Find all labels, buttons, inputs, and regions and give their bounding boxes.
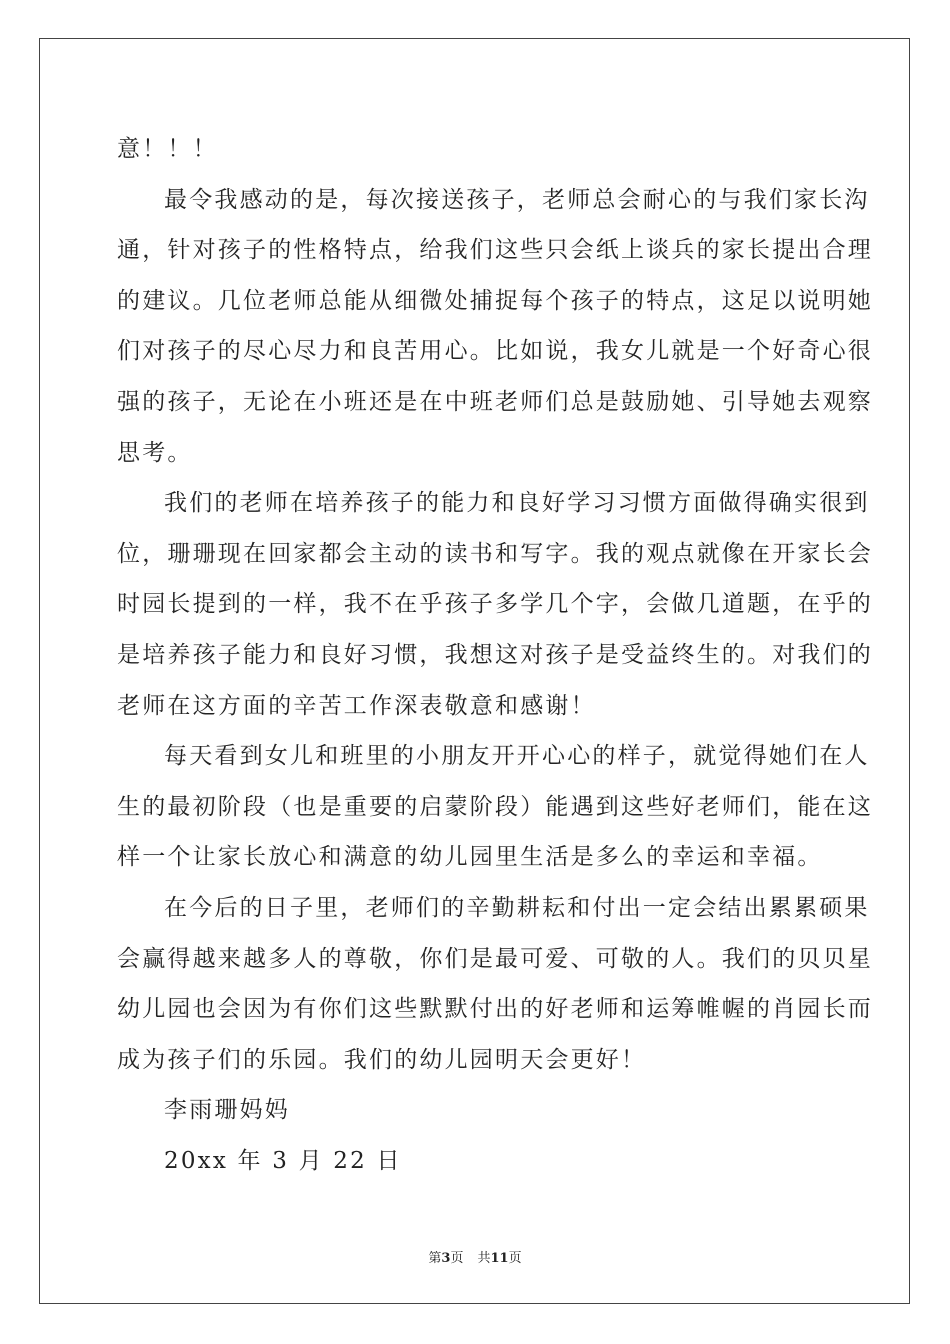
total-suffix: 页 (508, 1251, 522, 1266)
text-line: 强的孩子，无论在小班还是在中班老师们总是鼓励她、引导她去观察 (117, 388, 873, 415)
text-line: 意！！！ (117, 136, 218, 162)
page-prefix: 第 (428, 1251, 442, 1266)
signature-line: 李雨珊妈妈 (164, 1097, 290, 1124)
text-line: 我们的老师在培养孩子的能力和良好学习习惯方面做得确实很到 (164, 490, 870, 517)
text-line: 时园长提到的一样，我不在乎孩子多学几个字，会做几道题，在乎的 (117, 591, 873, 618)
text-line: 每天看到女儿和班里的小朋友开开心心的样子，就觉得她们在人 (164, 743, 870, 770)
text-line: 的建议。几位老师总能从细微处捕捉每个孩子的特点，这足以说明她 (117, 287, 873, 314)
text-line: 们对孩子的尽心尽力和良苦用心。比如说，我女儿就是一个好奇心很 (117, 338, 873, 365)
total-pages: 11 (490, 1251, 509, 1266)
text-line: 老师在这方面的辛苦工作深表敬意和感谢！ (117, 692, 596, 719)
text-line: 幼儿园也会因为有你们这些默默付出的好老师和运筹帷幄的肖园长而 (117, 996, 873, 1023)
text-line: 是培养孩子能力和良好习惯，我想这对孩子是受益终生的。对我们的 (117, 641, 873, 668)
page-number: 3 (441, 1251, 451, 1266)
text-line: 成为孩子们的乐园。我们的幼儿园明天会更好！ (117, 1046, 647, 1073)
text-line: 生的最初阶段（也是重要的启蒙阶段）能遇到这些好老师们，能在这 (117, 793, 873, 820)
document-body (117, 124, 873, 1186)
total-prefix: 共 (477, 1251, 491, 1266)
text-line: 样一个让家长放心和满意的幼儿园里生活是多么的幸运和幸福。 (117, 844, 823, 871)
date-line: 20xx 年 3 月 22 日 (164, 1147, 402, 1174)
text-line: 位，珊珊现在回家都会主动的读书和写字。我的观点就像在开家长会 (117, 540, 873, 567)
text-line: 通，针对孩子的性格特点，给我们这些只会纸上谈兵的家长提出合理 (117, 237, 873, 264)
text-line: 会赢得越来越多人的尊敬，你们是最可爱、可敬的人。我们的贝贝星 (117, 945, 873, 972)
page-suffix: 页 (450, 1251, 464, 1266)
text-line: 思考。 (117, 439, 193, 466)
page-footer (0, 1247, 950, 1266)
text-line: 在今后的日子里，老师们的辛勤耕耘和付出一定会结出累累硕果 (164, 894, 870, 921)
text-line: 最令我感动的是，每次接送孩子，老师总会耐心的与我们家长沟 (164, 186, 870, 213)
